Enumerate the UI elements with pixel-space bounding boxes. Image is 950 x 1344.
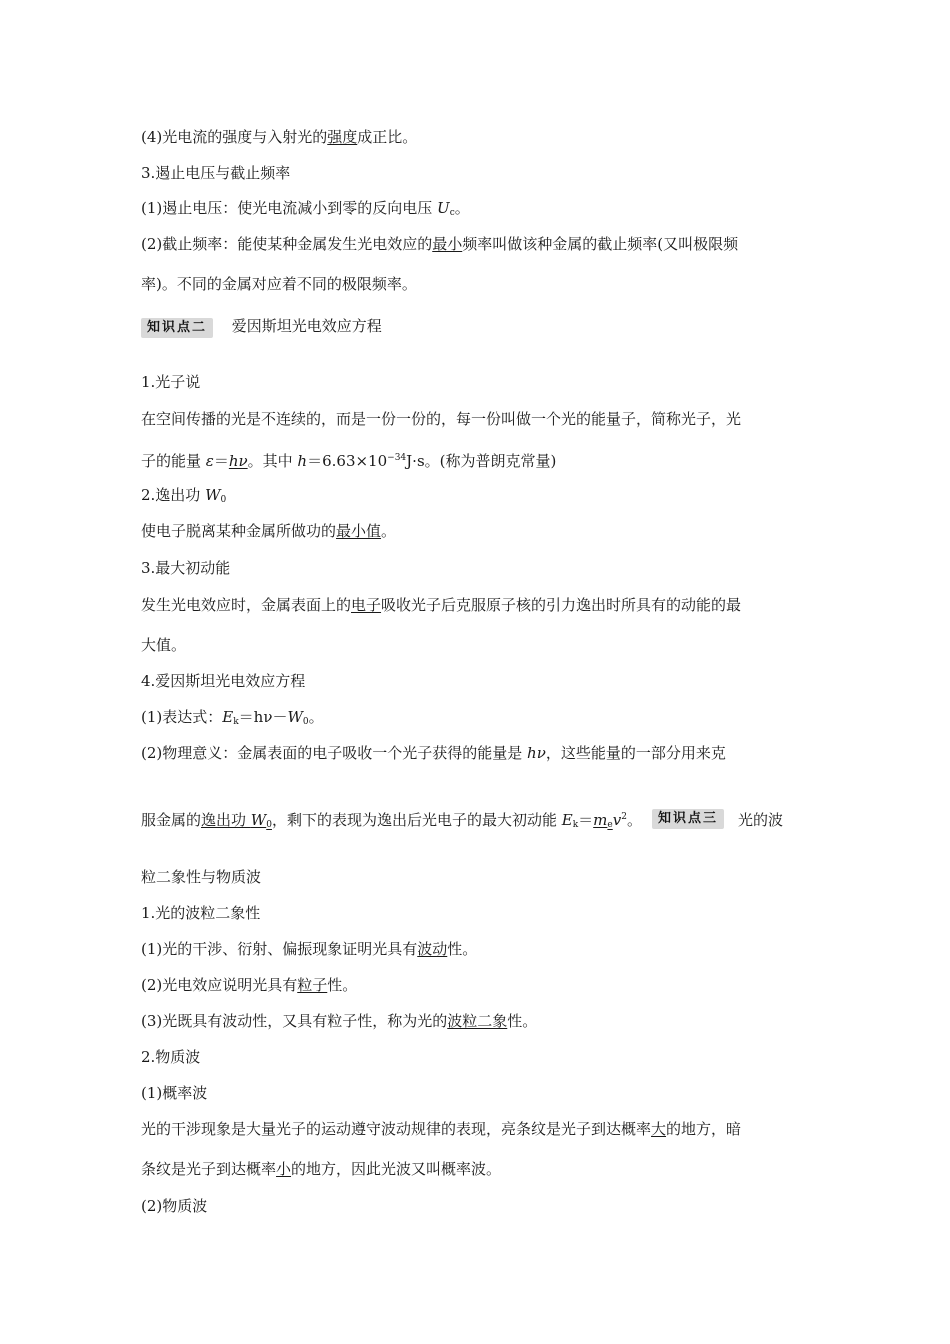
text: 的地方，暗 xyxy=(666,1120,742,1138)
subscript: k xyxy=(233,717,239,727)
paragraph-line xyxy=(141,1010,813,1032)
text: 性。 xyxy=(327,976,358,994)
text: 光的干涉现象是大量光子的运动遵守波动规律的表现，亮条纹是光子到达概率 xyxy=(141,1120,652,1138)
text: 。其中 xyxy=(247,452,298,470)
text: 子的能量 xyxy=(141,452,206,470)
superscript: −34 xyxy=(387,453,407,463)
text: ，这些能量的一部分用来克 xyxy=(545,744,726,762)
text: (2)物理意义：金属表面的电子吸收一个光子获得的能量是 xyxy=(141,744,528,762)
text: (1)光的干涉、衍射、偏振现象证明光具有 xyxy=(141,940,418,958)
knowledge-point-badge: 知识点三 xyxy=(652,809,724,829)
text: (4)光电流的强度与入射光的 xyxy=(141,128,328,146)
underlined-answer: 波粒二象 xyxy=(447,1012,508,1030)
text: 服金属的 xyxy=(141,811,202,829)
paragraph-line xyxy=(141,197,813,224)
variable: W xyxy=(205,486,221,504)
text: ＝6.63×10 xyxy=(307,452,388,470)
text: 使电子脱离某种金属所做功的 xyxy=(141,522,337,540)
text: (1)遏止电压：使光电流减小到零的反向电压 xyxy=(141,199,438,217)
text: (2)光电效应说明光具有 xyxy=(141,976,298,994)
sub-heading: (2)物质波 xyxy=(141,1197,208,1215)
text: 的地方，因此光波又叫概率波。 xyxy=(291,1160,502,1178)
underlined-answer: 大 xyxy=(651,1120,667,1138)
text: 。 xyxy=(308,708,324,726)
underlined-answer: 小 xyxy=(276,1160,292,1178)
knowledge-point-heading xyxy=(141,315,813,338)
text: (2)截止频率：能使某种金属发生光电效应的 xyxy=(141,235,433,253)
knowledge-point-title: 爱因斯坦光电效应方程 xyxy=(231,317,382,335)
knowledge-point-title: 光的波 xyxy=(737,811,783,829)
paragraph-line xyxy=(141,806,813,836)
paragraph-line xyxy=(141,233,813,255)
paragraph-line xyxy=(141,520,813,542)
text: (1)表达式： xyxy=(141,708,223,726)
text: 成正比。 xyxy=(357,128,418,146)
text: ＝ xyxy=(213,452,229,470)
variable: hν xyxy=(527,744,546,762)
underlined-answer: W xyxy=(250,811,267,829)
paragraph-line xyxy=(141,706,813,733)
paragraph-line xyxy=(141,447,813,472)
knowledge-point-badge: 知识点二 xyxy=(141,318,213,338)
underlined-answer: 最小 xyxy=(432,235,463,253)
text: 性。 xyxy=(507,1012,538,1030)
variable: E xyxy=(222,708,234,726)
section-heading: 2.物质波 xyxy=(141,1048,201,1066)
paragraph-line xyxy=(141,1118,813,1140)
paragraph-line xyxy=(141,594,813,616)
text: ，剩下的表现为逸出后光电子的最大初动能 xyxy=(271,811,562,829)
underlined-answer: hν xyxy=(228,452,248,470)
text: 频率叫做该种金属的截止频率(又叫极限频 xyxy=(462,235,739,253)
sub-heading: (1)概率波 xyxy=(141,1084,208,1102)
superscript: 2 xyxy=(621,812,627,822)
text: 性。 xyxy=(447,940,478,958)
paragraph-line: 大值。 xyxy=(141,636,187,654)
subscript: 0 xyxy=(266,820,272,830)
section-heading: 4.爱因斯坦光电效应方程 xyxy=(141,672,306,690)
paragraph-line: 率)。不同的金属对应着不同的极限频率。 xyxy=(141,275,417,293)
subscript: 0 xyxy=(220,495,227,505)
paragraph-line xyxy=(141,1158,813,1180)
underlined-answer: 逸出功 xyxy=(201,811,251,829)
section-heading: 1.光的波粒二象性 xyxy=(141,904,261,922)
underlined-answer: m xyxy=(593,811,608,829)
section-heading: 3.最大初动能 xyxy=(141,559,231,577)
text: (3)光既具有波动性，又具有粒子性，称为光的 xyxy=(141,1012,448,1030)
variable: U xyxy=(437,199,450,217)
paragraph-line xyxy=(141,938,813,960)
text: J·s。(称为普朗克常量) xyxy=(406,452,557,470)
subscript: c xyxy=(449,208,455,218)
variable: ε xyxy=(205,452,214,470)
knowledge-point-title: 粒二象性与物质波 xyxy=(141,868,262,886)
underlined-answer: 粒子 xyxy=(297,976,328,994)
underlined-answer: 最小值 xyxy=(336,522,382,540)
text: 2.逸出功 xyxy=(141,486,206,504)
paragraph-line xyxy=(141,974,813,996)
section-heading xyxy=(141,484,813,511)
underlined-answer: 波动 xyxy=(417,940,448,958)
text: ＝hν－ xyxy=(238,708,288,726)
paragraph-line xyxy=(141,126,813,148)
text: 。 xyxy=(454,199,470,217)
subscript: 0 xyxy=(302,717,309,727)
subscript: e xyxy=(607,820,613,830)
variable: h xyxy=(297,452,308,470)
text: 。 xyxy=(381,522,397,540)
section-heading: 3.遏止电压与截止频率 xyxy=(141,164,291,182)
variable: W xyxy=(287,708,303,726)
text: ＝ xyxy=(578,811,594,829)
section-heading: 1.光子说 xyxy=(141,373,201,391)
variable: E xyxy=(561,811,573,829)
text: 发生光电效应时，金属表面上的 xyxy=(141,596,352,614)
variable: v xyxy=(612,811,622,829)
underlined-answer: 电子 xyxy=(351,596,382,614)
paragraph-line xyxy=(141,742,813,764)
text: 。 xyxy=(626,811,642,829)
subscript: k xyxy=(572,820,579,830)
text: 吸收光子后克服原子核的引力逸出时所具有的动能的最 xyxy=(381,596,742,614)
paragraph-line: 在空间传播的光是不连续的，而是一份一份的，每一份叫做一个光的能量子，简称光子，光 xyxy=(141,410,742,428)
underlined-answer: 强度 xyxy=(327,128,358,146)
text: 条纹是光子到达概率 xyxy=(141,1160,277,1178)
